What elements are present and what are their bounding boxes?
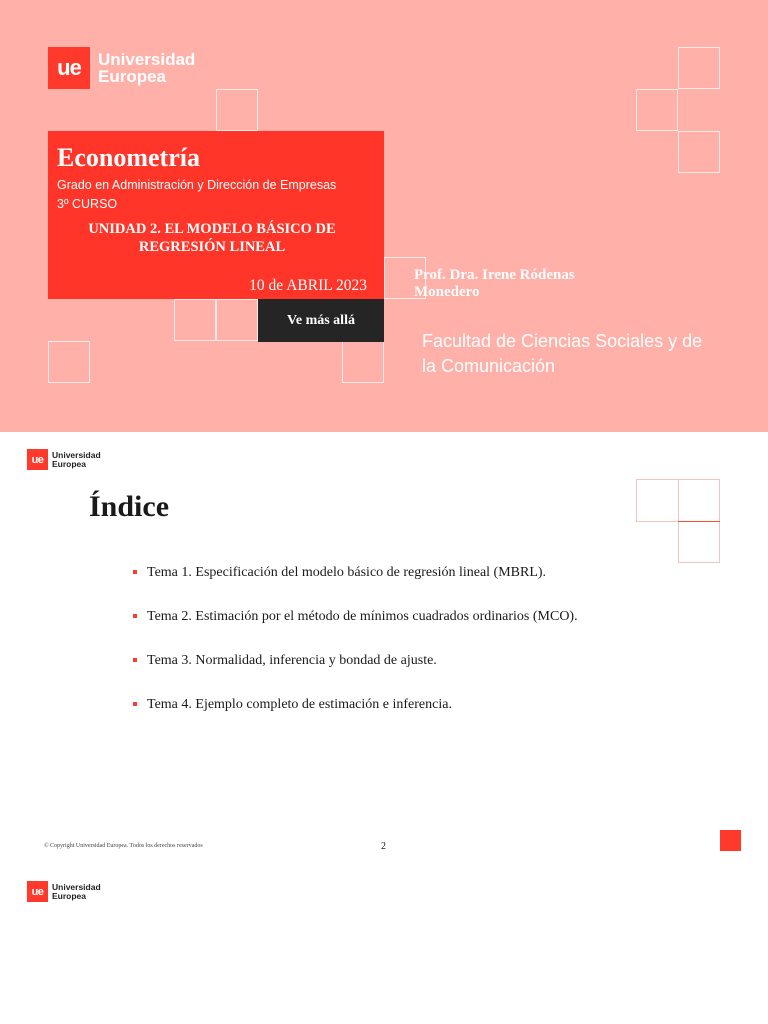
university-name-line1: Universidad <box>98 50 196 69</box>
course-year: 3º CURSO <box>57 197 118 211</box>
bullet-icon <box>133 658 137 662</box>
cover-slide <box>0 0 768 432</box>
decorative-square <box>342 341 384 383</box>
professor-name <box>414 267 634 301</box>
bullet-icon <box>133 702 137 706</box>
faculty-name-line1: Facultad de Ciencias Sociales y de <box>422 331 703 351</box>
decorative-square <box>48 341 90 383</box>
decorative-grid <box>636 479 720 563</box>
university-logo <box>27 881 101 902</box>
decorative-square <box>216 299 258 341</box>
decorative-square <box>216 89 258 131</box>
ue-logo-icon: ue <box>27 881 48 902</box>
bullet-icon <box>133 570 137 574</box>
course-title-box <box>48 131 384 299</box>
list-item <box>133 696 578 740</box>
unit-title-line1: UNIDAD 2. EL MODELO BÁSICO DE <box>88 221 336 237</box>
university-name <box>52 883 101 900</box>
topic-list <box>133 564 578 740</box>
degree-name: Grado en Administración y Dirección de Empresas <box>57 178 337 192</box>
list-item <box>133 564 578 608</box>
university-name-line1: Universidad <box>52 450 101 460</box>
decorative-square <box>678 521 720 563</box>
course-title: Econometría <box>57 143 200 172</box>
unit-title-line2: REGRESIÓN LINEAL <box>138 239 286 255</box>
presentation-date: 10 de ABRIL 2023 <box>249 277 367 294</box>
page-number: 2 <box>381 841 386 852</box>
list-item <box>133 608 578 652</box>
index-title: Índice <box>89 490 170 523</box>
university-name-line1: Universidad <box>52 882 101 892</box>
university-name <box>52 451 101 468</box>
index-slide <box>0 432 768 864</box>
ve-mas-alla-button[interactable]: Ve más allá <box>258 299 384 342</box>
decorative-square <box>636 479 679 522</box>
university-name-line2: Europea <box>98 67 167 86</box>
university-name-line2: Europea <box>52 890 87 901</box>
topic-text: Tema 2. Estimación por el método de mínimos cuadrados ordinarios (MCO). <box>147 609 578 624</box>
decorative-line <box>678 521 720 522</box>
decorative-square <box>678 479 720 522</box>
decorative-square <box>678 131 720 173</box>
decorative-square <box>636 89 678 131</box>
decorative-square <box>678 47 720 89</box>
professor-name-line2: Monedero <box>414 284 480 300</box>
topic-text: Tema 3. Normalidad, inferencia y bondad de ajuste. <box>147 653 437 668</box>
decorative-square <box>174 299 216 341</box>
bullet-icon <box>133 614 137 618</box>
topic-text: Tema 4. Ejemplo completo de estimación e inferencia. <box>147 697 452 712</box>
faculty-name <box>422 329 732 379</box>
ue-logo-icon: ue <box>27 449 48 470</box>
unit-title <box>48 220 376 256</box>
next-slide <box>0 864 768 1024</box>
university-logo <box>27 449 101 470</box>
copyright-notice: © Copyright Universidad Europea. Todos los derechos reservados <box>44 843 203 849</box>
university-name <box>98 51 195 85</box>
decorative-red-square <box>720 830 741 851</box>
university-name-line2: Europea <box>52 458 87 469</box>
topic-text: Tema 1. Especificación del modelo básico de regresión lineal (MBRL). <box>147 565 547 580</box>
ue-logo-icon: ue <box>48 47 90 89</box>
faculty-name-line2: la Comunicación <box>422 356 556 376</box>
university-logo <box>48 47 195 89</box>
professor-name-line1: Prof. Dra. Irene Ródenas <box>414 267 575 283</box>
list-item <box>133 652 578 696</box>
